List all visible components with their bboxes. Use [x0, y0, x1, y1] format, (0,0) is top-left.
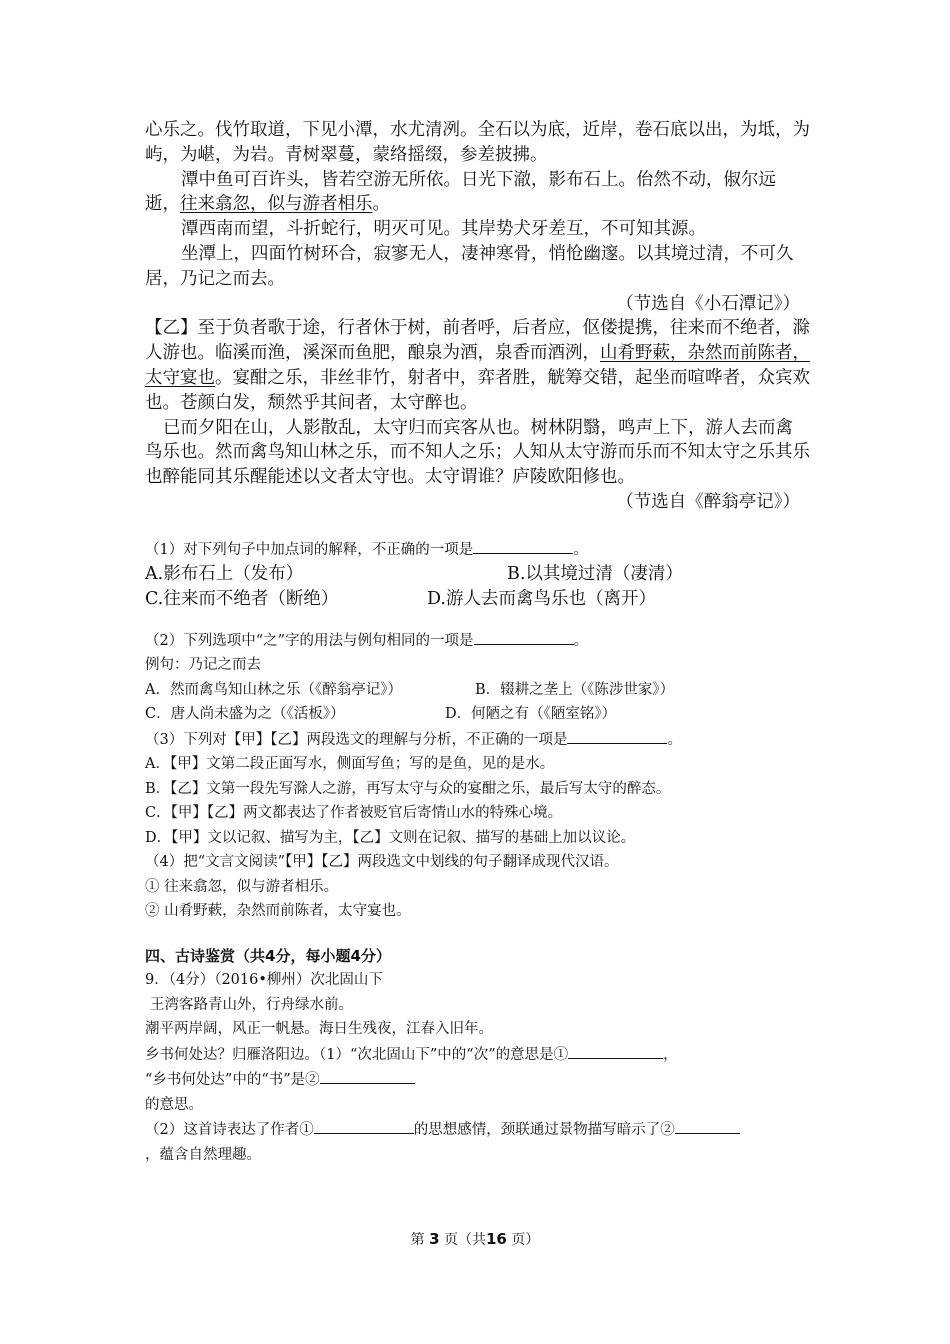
answer-blank [320, 1067, 415, 1084]
document-page [145, 118, 810, 1167]
poem-line-3 [145, 1042, 810, 1068]
text: 。 [667, 731, 682, 748]
passage-a-para-4: 坐潭上，四面竹树环合，寂寥无人，凄神寒骨，悄怆幽邃。以其境过清，不可久居，乃记之而去。 [145, 243, 794, 289]
question-3-option-a: A．【甲】文第二段正面写水，侧面写鱼；写的是鱼，见的是水。 [145, 756, 555, 773]
text: 页） [511, 1232, 540, 1248]
option-c: C．唐人尚未盛为之（《活板》） [145, 706, 345, 723]
question-4-item-2: ② 山肴野蔌，杂然而前陈者，太守宴也。 [145, 903, 411, 920]
text: 。 [573, 632, 589, 649]
passage-b-source: （节选自《醉翁亭记》） [616, 491, 800, 512]
option-b: B．辍耕之垄上（《陈涉世家》） [475, 681, 675, 698]
text: （3）下列对【甲】【乙】两段选文的理解与分析，不正确的一项是 [145, 731, 568, 748]
underlined-sentence-1: 往来翕忽，似与游者相乐 [180, 194, 373, 215]
answer-blank [473, 537, 573, 554]
passage-a-para-2 [145, 168, 810, 218]
passage-b-para-1 [145, 316, 810, 415]
question-2-example: 例句：乃记之而去 [145, 657, 261, 674]
option-d: D．何陋之有（《陋室铭》） [445, 706, 617, 723]
text: 页（共 [444, 1232, 486, 1248]
text: 乡书何处达？归雁洛阳边。（1）“次北固山下”中的“次”的意思是① [145, 1046, 569, 1063]
question-9-line-4 [145, 1067, 810, 1093]
question-2-options-row-2 [145, 702, 810, 727]
underlined-sentence-2: 山肴野蔌，杂然而前陈者，太守宴也 [145, 343, 810, 388]
text: （2）这首诗表达了作者① [145, 1122, 314, 1139]
question-3-option-c: C．【甲】【乙】两文都表达了作者被贬官后寄情山水的特殊心境。 [145, 805, 563, 822]
question-9-part-2 [145, 1117, 810, 1143]
text: （1）对下列句子中加点词的解释，不正确的一项是 [145, 541, 474, 558]
text: 潭中鱼可百许头，皆若空游无所依。日光下澈，影布石上。佁然不动，俶尔远逝， [145, 169, 776, 215]
option-d: D.游人去而禽鸟乐也（离开） [427, 589, 656, 610]
question-9-line-7: ，蕴含自然理趣。 [145, 1146, 261, 1163]
text: ， [663, 1046, 678, 1063]
text: 的思想感情，颈联通过景物描写暗示了② [413, 1122, 675, 1139]
text: 。宴酣之乐，非丝非竹，射者中，弈者胜，觥筹交错，起坐而喧哗者，众宾欢也。苍颜白发，颓然乎其间者，太守醉也。 [145, 367, 810, 413]
option-a: A．然而禽鸟知山林之乐（《醉翁亭记》） [145, 681, 402, 698]
text: 。 [372, 194, 390, 215]
question-3-stem [145, 727, 810, 753]
question-3-option-b: B．【乙】文第一段先写滁人之游，再写太守与众的宴酣之乐，最后写太守的醉态。 [145, 780, 671, 797]
question-4-stem: （4）把“文言文阅读”【甲】【乙】两段选文中划线的句子翻译成现代汉语。 [145, 854, 619, 871]
question-1-options-row-2 [145, 587, 810, 612]
option-a: A.影布石上（发布） [145, 564, 304, 585]
text: 第 [410, 1232, 425, 1248]
poem-line-2: 潮平两岸阔，风正一帆悬。海日生残夜，江春入旧年。 [145, 1021, 493, 1038]
question-2-stem [145, 628, 810, 654]
question-9-heading: 9．（4分）（2016•柳州）次北固山下 [145, 972, 383, 989]
text: 。 [573, 541, 588, 558]
question-1-options-row-1 [145, 562, 810, 587]
text: “乡书何处达”中的“书”是② [145, 1072, 320, 1089]
total-pages: 16 [486, 1230, 507, 1248]
answer-blank [568, 1042, 663, 1059]
answer-blank [474, 628, 574, 645]
text: 【乙】至于负者歌于途，行者休于树，前者呼，后者应，伛偻提携，往来而不绝者，滁人游也。临溪而渔，溪深而鱼肥，酿泉为酒，泉香而酒洌， [145, 318, 810, 364]
page-footer [0, 1229, 950, 1249]
section-4-title: 四、古诗鉴赏（共4分，每小题4分） [145, 946, 391, 965]
question-2-options-row-1 [145, 678, 810, 703]
question-1-stem [145, 537, 810, 563]
question-3-option-d: D．【甲】文以记叙、描写为主，【乙】文则在记叙、描写的基础上加以议论。 [145, 829, 636, 846]
page-number: 3 [429, 1230, 440, 1248]
option-b: B.以其境过清（凄清） [507, 564, 683, 585]
passage-b-para-2: 已而夕阳在山，人影散乱，太守归而宾客从也。树林阴翳，鸣声上下，游人去而禽鸟乐也。然而禽鸟知山林之乐，而不知人之乐；人知从太守游而乐而不知太守之乐其乐也醉能同其乐醒能述以文者太守也。太守谓谁？庐陵欧阳修也。 [145, 417, 810, 488]
passage-a-source: （节选自《小石潭记》） [616, 293, 800, 314]
poem-line-1: 王湾客路青山外，行舟绿水前。 [150, 996, 353, 1013]
passage-a-para-1: 心乐之。伐竹取道，下见小潭，水尤清冽。全石以为底，近岸，卷石底以出，为坻，为屿，为嵁，为岩。青树翠蔓，蒙络摇缀，参差披拂。 [145, 120, 810, 165]
question-4-item-1: ① 往来翕忽，似与游者相乐。 [145, 878, 339, 895]
answer-blank [314, 1117, 414, 1134]
option-c: C.往来而不绝者（断绝） [145, 589, 339, 610]
text: （2）下列选项中“之”字的用法与例句相同的一项是 [145, 632, 474, 649]
answer-blank [567, 727, 667, 744]
answer-blank [675, 1117, 740, 1134]
question-9-line-5: 的意思。 [145, 1096, 203, 1113]
passage-a-para-3: 潭西南而望，斗折蛇行，明灭可见。其岸势犬牙差互，不可知其源。 [181, 219, 706, 240]
